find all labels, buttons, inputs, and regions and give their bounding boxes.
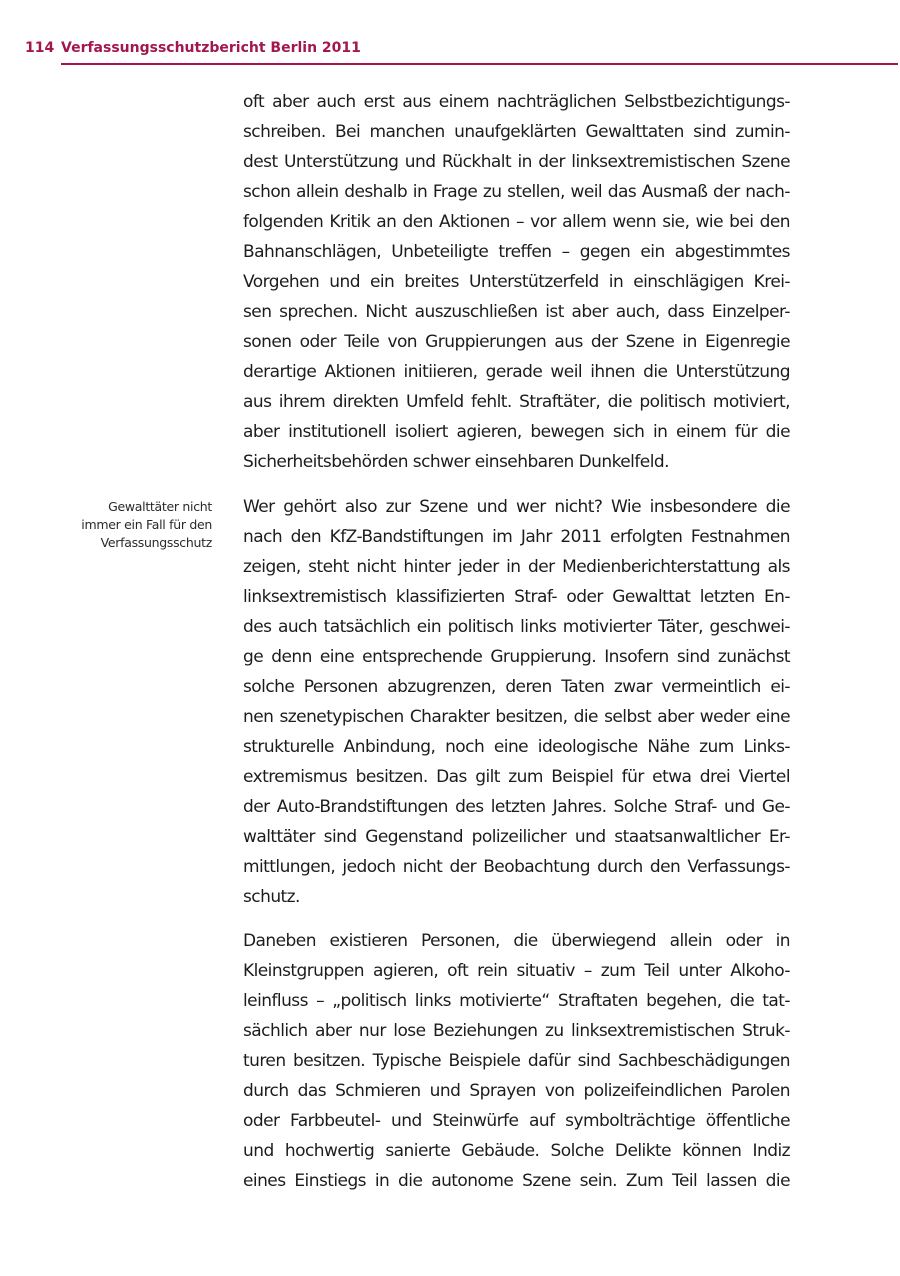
margin-note-line: Verfassungsschutz — [100, 535, 212, 550]
text-line: Kleinstgruppen agieren, oft rein situativ – zum Teil unter Alkoho- — [243, 961, 790, 981]
text-line: sächlich aber nur lose Beziehungen zu linksextremistischen Struk- — [243, 1021, 790, 1041]
text-line: dest Unterstützung und Rückhalt in der linksextremistischen Szene — [243, 152, 790, 172]
text-line: leinfluss – „politisch links motivierte“ Straftaten begehen, die tat- — [243, 991, 790, 1011]
text-line: nen szenetypischen Charakter besitzen, die selbst aber weder eine — [243, 707, 790, 727]
text-line: derartige Aktionen initiieren, gerade weil ihnen die Unterstützung — [243, 362, 790, 382]
paragraph-2 — [243, 492, 790, 912]
text-line: Vorgehen und ein breites Unterstützerfeld in einschlägigen Krei- — [243, 272, 790, 292]
text-line: ge denn eine entsprechende Gruppierung. Insofern sind zunächst — [243, 647, 790, 667]
text-line: der Auto-Brandstiftungen des letzten Jahres. Solche Straf- und Ge- — [243, 797, 790, 817]
text-line: oder Farbbeutel- und Steinwürfe auf symbolträchtige öffentliche — [243, 1111, 790, 1131]
text-line: solche Personen abzugrenzen, deren Taten zwar vermeintlich ei- — [243, 677, 790, 697]
text-line: eines Einstiegs in die autonome Szene sein. Zum Teil lassen die — [243, 1171, 790, 1191]
margin-note-line: immer ein Fall für den — [81, 517, 212, 532]
text-line: durch das Schmieren und Sprayen von polizeifeindlichen Parolen — [243, 1081, 790, 1101]
text-line: Bahnanschlägen, Unbeteiligte treffen – gegen ein abgestimmtes — [243, 242, 790, 262]
text-line: Daneben existieren Personen, die überwiegend allein oder in — [243, 931, 790, 951]
page-header — [0, 38, 900, 68]
text-line: und hochwertig sanierte Gebäude. Solche Delikte können Indiz — [243, 1141, 790, 1161]
text-line: schreiben. Bei manchen unaufgeklärten Gewalttaten sind zumin- — [243, 122, 790, 142]
text-line: oft aber auch erst aus einem nachträglichen Selbstbezichtigungs- — [243, 92, 790, 112]
paragraph-3 — [243, 926, 790, 1196]
margin-note-line: Gewalttäter nicht — [108, 499, 212, 514]
text-line: schon allein deshalb in Frage zu stellen, weil das Ausmaß der nach- — [243, 182, 790, 202]
text-line: Sicherheitsbehörden schwer einsehbaren Dunkelfeld. — [243, 452, 669, 472]
text-line: extremismus besitzen. Das gilt zum Beispiel für etwa drei Viertel — [243, 767, 790, 787]
text-line: sonen oder Teile von Gruppierungen aus der Szene in Eigenregie — [243, 332, 790, 352]
text-line: walttäter sind Gegenstand polizeilicher und staatsanwaltlicher Er- — [243, 827, 790, 847]
margin-note — [40, 498, 212, 552]
text-line: aber institutionell isoliert agieren, bewegen sich in einem für die — [243, 422, 790, 442]
text-line: aus ihrem direkten Umfeld fehlt. Straftäter, die politisch motiviert, — [243, 392, 790, 412]
page-number: 114 — [25, 40, 55, 56]
text-line: sen sprechen. Nicht auszuschließen ist aber auch, dass Einzelper- — [243, 302, 790, 322]
text-line: des auch tatsächlich ein politisch links motivierter Täter, geschwei- — [243, 617, 790, 637]
text-line: linksextremistisch klassifizierten Straf- oder Gewalttat letzten En- — [243, 587, 790, 607]
text-line: zeigen, steht nicht hinter jeder in der Medienberichterstattung als — [243, 557, 790, 577]
text-line: schutz. — [243, 887, 300, 907]
paragraph-1 — [243, 87, 790, 477]
text-line: nach den KfZ-Bandstiftungen im Jahr 2011 erfolgten Festnahmen — [243, 527, 790, 547]
header-rule — [61, 63, 898, 65]
text-line: mittlungen, jedoch nicht der Beobachtung durch den Verfassungs- — [243, 857, 790, 877]
text-line: Wer gehört also zur Szene und wer nicht? Wie insbesondere die — [243, 497, 790, 517]
text-line: folgenden Kritik an den Aktionen – vor allem wenn sie, wie bei den — [243, 212, 790, 232]
running-title: Verfassungsschutzbericht Berlin 2011 — [61, 40, 361, 56]
text-line: turen besitzen. Typische Beispiele dafür sind Sachbeschädigungen — [243, 1051, 790, 1071]
text-line: strukturelle Anbindung, noch eine ideologische Nähe zum Links- — [243, 737, 790, 757]
